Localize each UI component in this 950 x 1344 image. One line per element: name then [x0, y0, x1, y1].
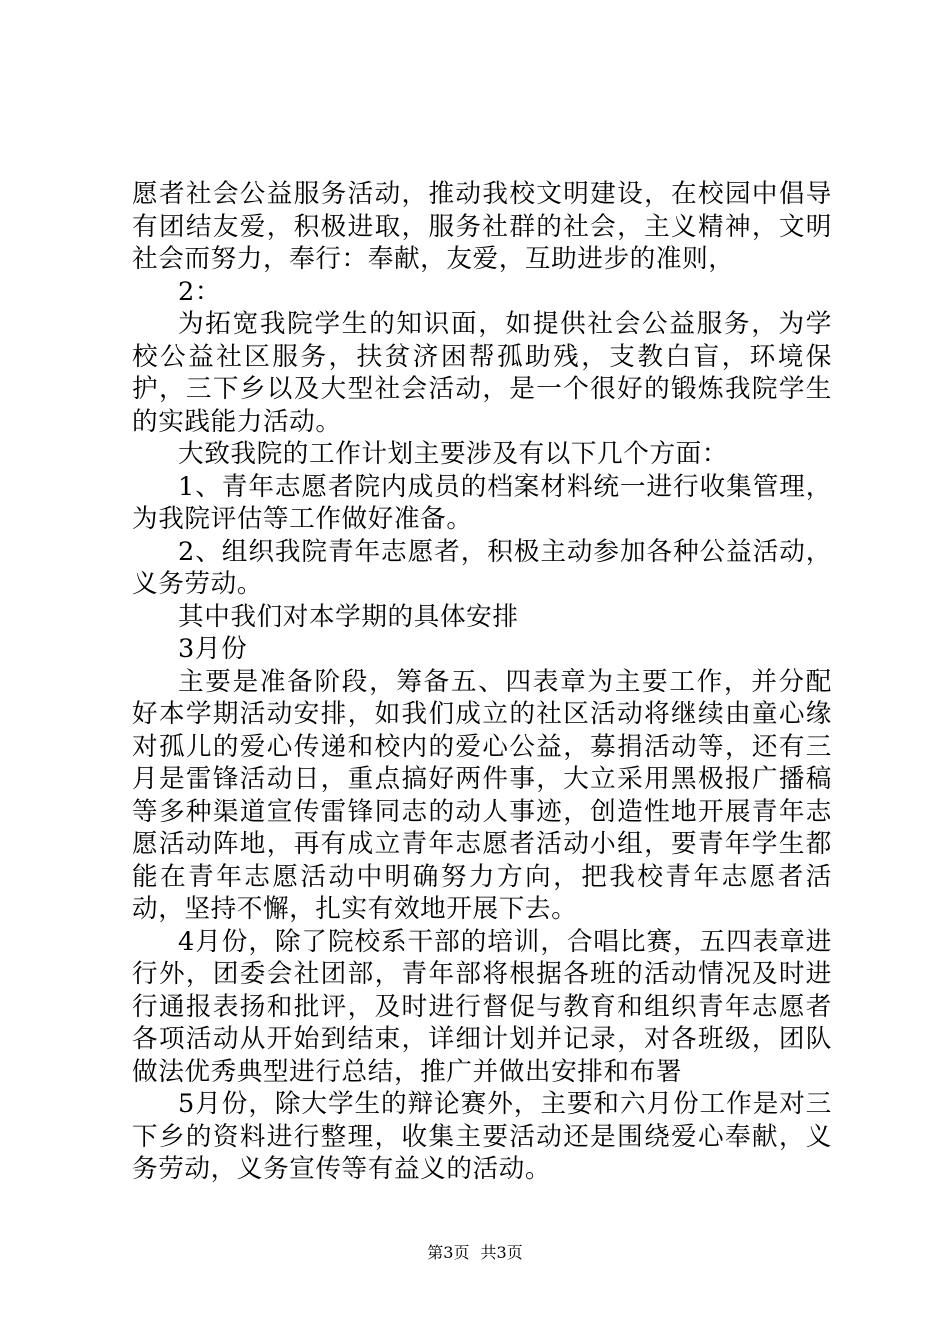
page-footer [0, 1243, 950, 1263]
paragraph-4: 大致我院的工作计划主要涉及有以下几个方面： [178, 439, 729, 469]
paragraph-7: 其中我们对本学期的具体安排 [178, 601, 519, 632]
total-pages: 共3页 [480, 1243, 523, 1262]
current-page-number: 第3页 [427, 1243, 470, 1262]
paragraph-3: 为拓宽我院学生的知识面，如提供社会公益服务，为学校公益社区服务，扶贫济困帮孤助残，支教白盲，环境保护，三下乡以及大型社会活动，是一个很好的锻炼我院学生的实践能力活动。 [132, 309, 832, 437]
paragraph-5-item-1: 1、青年志愿者院内成员的档案材料统一进行收集管理，为我院评估等工作做好准备。 [132, 471, 832, 534]
paragraph-6-item-2: 2、组织我院青年志愿者，积极主动参加各种公益活动，义务劳动。 [132, 536, 832, 599]
paragraph-8-march: 3月份 [178, 634, 248, 664]
paragraph-9: 主要是准备阶段，筹备五、四表章为主要工作，并分配好本学期活动安排，如我们成立的社区活动将继续由童心缘对孤儿的爱心传递和校内的爱心公益，募捐活动等，还有三月是雷锋活动日，重点搞好两件事，大立采用黑极报广播稿等多种渠道宣传雷锋同志的动人事迹，创造性地开展青年志愿活动阵地，再有成立青年志愿者活动小组，要青年学生都能在青年志愿活动中明确努力方向，把我校青年志愿者活动，坚持不懈，扎实有效地开展下去。 [132, 666, 832, 924]
paragraph-10-april: 4月份，除了院校系干部的培训，合唱比赛，五四表章进行外，团委会社团部，青年部将根据各班的活动情况及时进行通报表扬和批评，及时进行督促与教育和组织青年志愿者各项活动从开始到结束，详细计划并记录，对各班级，团队做法优秀典型进行总结，推广并做出安排和布署 [132, 926, 832, 1087]
paragraph-2-heading: 2： [178, 276, 222, 307]
paragraph-11-may: 5月份，除大学生的辩论赛外，主要和六月份工作是对三下乡的资料进行整理，收集主要活动还是围绕爱心奉献，义务劳动，义务宣传等有益义的活动。 [132, 1089, 832, 1184]
paragraph-1: 愿者社会公益服务活动，推动我校文明建设，在校园中倡导有团结友爱，积极进取，服务社群的社会，主义精神，文明社会而努力，奉行：奉献，友爱，互助进步的准则， [132, 179, 832, 274]
document-body [132, 178, 832, 1186]
